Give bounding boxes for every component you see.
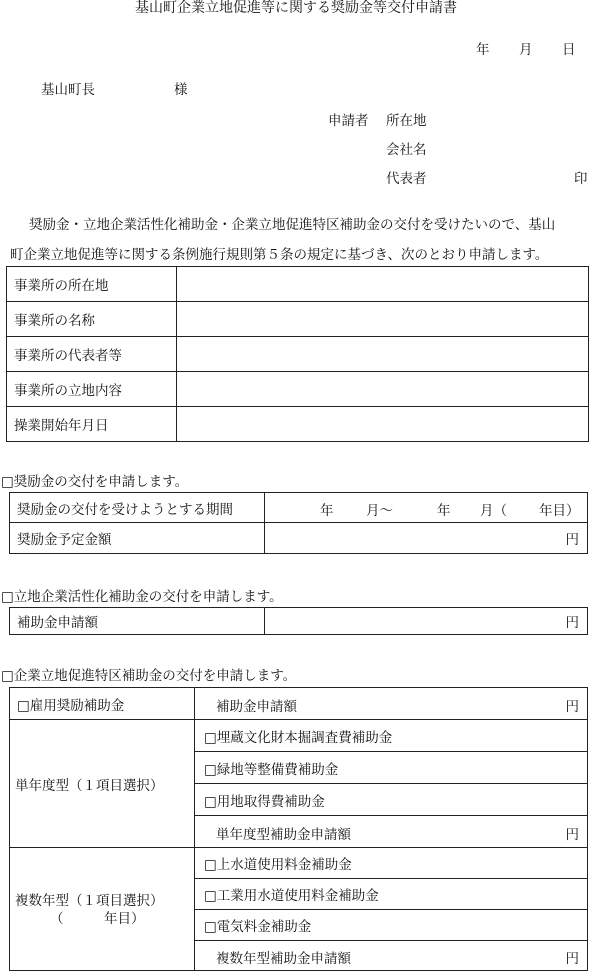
employment-yen: 円: [565, 699, 579, 715]
single-year-option-buried-cultural[interactable]: □埋蔵文化財本掘調査費補助金: [195, 720, 588, 752]
table-row: [7, 372, 589, 407]
activation-amount-label: 補助金申請額: [10, 608, 265, 635]
single-year-type-label: 単年度型（１項目選択）: [10, 720, 195, 848]
multi-year-years-note: （ 年目）: [50, 911, 145, 927]
office-info-table: [6, 266, 589, 442]
employment-amount-row[interactable]: [195, 688, 588, 720]
operation-start-date-field[interactable]: [177, 407, 589, 442]
employment-amount-label: 補助金申請額: [216, 699, 297, 715]
section3-heading[interactable]: □企業立地促進特区補助金の交付を申請します。: [1, 668, 297, 684]
table-row: [7, 407, 589, 442]
multi-year-type-label: 複数年型（１項目選択）: [15, 893, 164, 909]
applicant-label: 申請者: [328, 113, 369, 129]
period-end-month: 月（: [480, 503, 507, 519]
single-year-amount-row[interactable]: [195, 816, 588, 848]
office-address-label: 事業所の所在地: [7, 267, 177, 302]
intro-line-1: 奨励金・立地企業活性化補助金・企業立地促進特区補助金の交付を受けたいので、基山: [29, 217, 556, 233]
applicant-representative-label: 代表者: [386, 171, 427, 187]
multi-year-amount-label: 複数年型補助金申請額: [216, 951, 351, 967]
employment-subsidy-checkbox[interactable]: □雇用奨励補助金: [10, 688, 195, 720]
special-zone-subsidy-table: [9, 687, 588, 971]
addressee-honorific: 様: [174, 82, 188, 98]
single-year-option-land-acquisition[interactable]: □用地取得費補助金: [195, 784, 588, 816]
multi-year-type-cell: [10, 848, 195, 971]
seal-mark: 印: [574, 171, 588, 187]
multi-year-amount-row[interactable]: [195, 941, 588, 971]
office-name-label: 事業所の名称: [7, 302, 177, 337]
single-year-amount-label: 単年度型補助金申請額: [216, 827, 351, 843]
period-end-year: 年: [437, 503, 451, 519]
section1-heading[interactable]: □奨励金の交付を申請します。: [1, 474, 189, 490]
activation-subsidy-table: [9, 607, 588, 635]
office-location-content-label: 事業所の立地内容: [7, 372, 177, 407]
table-row: [10, 493, 588, 523]
incentive-amount-label: 奨励金予定金額: [10, 523, 265, 554]
incentive-period-label: 奨励金の交付を受けようとする期間: [10, 493, 265, 523]
period-start-month: 月〜: [366, 503, 393, 519]
addressee-name: 基山町長: [41, 82, 95, 98]
multi-year-option-industrial-water[interactable]: □工業用水道使用料金補助金: [195, 879, 588, 910]
incentive-table: [9, 492, 588, 554]
table-row: [10, 720, 588, 752]
intro-line-2: 町企業立地促進等に関する条例施行規則第５条の規定に基づき、次のとおり申請します。: [10, 247, 549, 263]
multi-year-yen: 円: [565, 951, 579, 967]
office-location-content-field[interactable]: [177, 372, 589, 407]
section2-heading[interactable]: □立地企業活性化補助金の交付を申請します。: [1, 589, 283, 605]
table-row: [10, 608, 588, 635]
operation-start-date-label: 操業開始年月日: [7, 407, 177, 442]
period-year-count: 年目）: [539, 503, 580, 519]
single-year-option-green-space[interactable]: □緑地等整備費補助金: [195, 752, 588, 784]
office-address-field[interactable]: [177, 267, 589, 302]
activation-amount-field[interactable]: 円: [265, 608, 588, 635]
date-day: 日: [562, 42, 576, 58]
incentive-amount-field[interactable]: 円: [265, 523, 588, 554]
single-year-yen: 円: [565, 827, 579, 843]
period-start-year: 年: [320, 503, 334, 519]
date-year: 年: [476, 42, 490, 58]
applicant-address-label: 所在地: [386, 113, 427, 129]
table-row: [7, 302, 589, 337]
office-name-field[interactable]: [177, 302, 589, 337]
page-title: 基山町企業立地促進等に関する奨励金等交付申請書: [135, 0, 457, 16]
multi-year-option-water[interactable]: □上水道使用料金補助金: [195, 848, 588, 879]
office-representative-label: 事業所の代表者等: [7, 337, 177, 372]
table-row: [10, 523, 588, 554]
table-row: [7, 267, 589, 302]
office-representative-field[interactable]: [177, 337, 589, 372]
incentive-period-field[interactable]: [265, 493, 588, 523]
table-row: [10, 848, 588, 879]
table-row: [7, 337, 589, 372]
date-month: 月: [519, 42, 533, 58]
applicant-company-label: 会社名: [386, 142, 427, 158]
table-row: [10, 688, 588, 720]
multi-year-option-electricity[interactable]: □電気料金補助金: [195, 910, 588, 941]
